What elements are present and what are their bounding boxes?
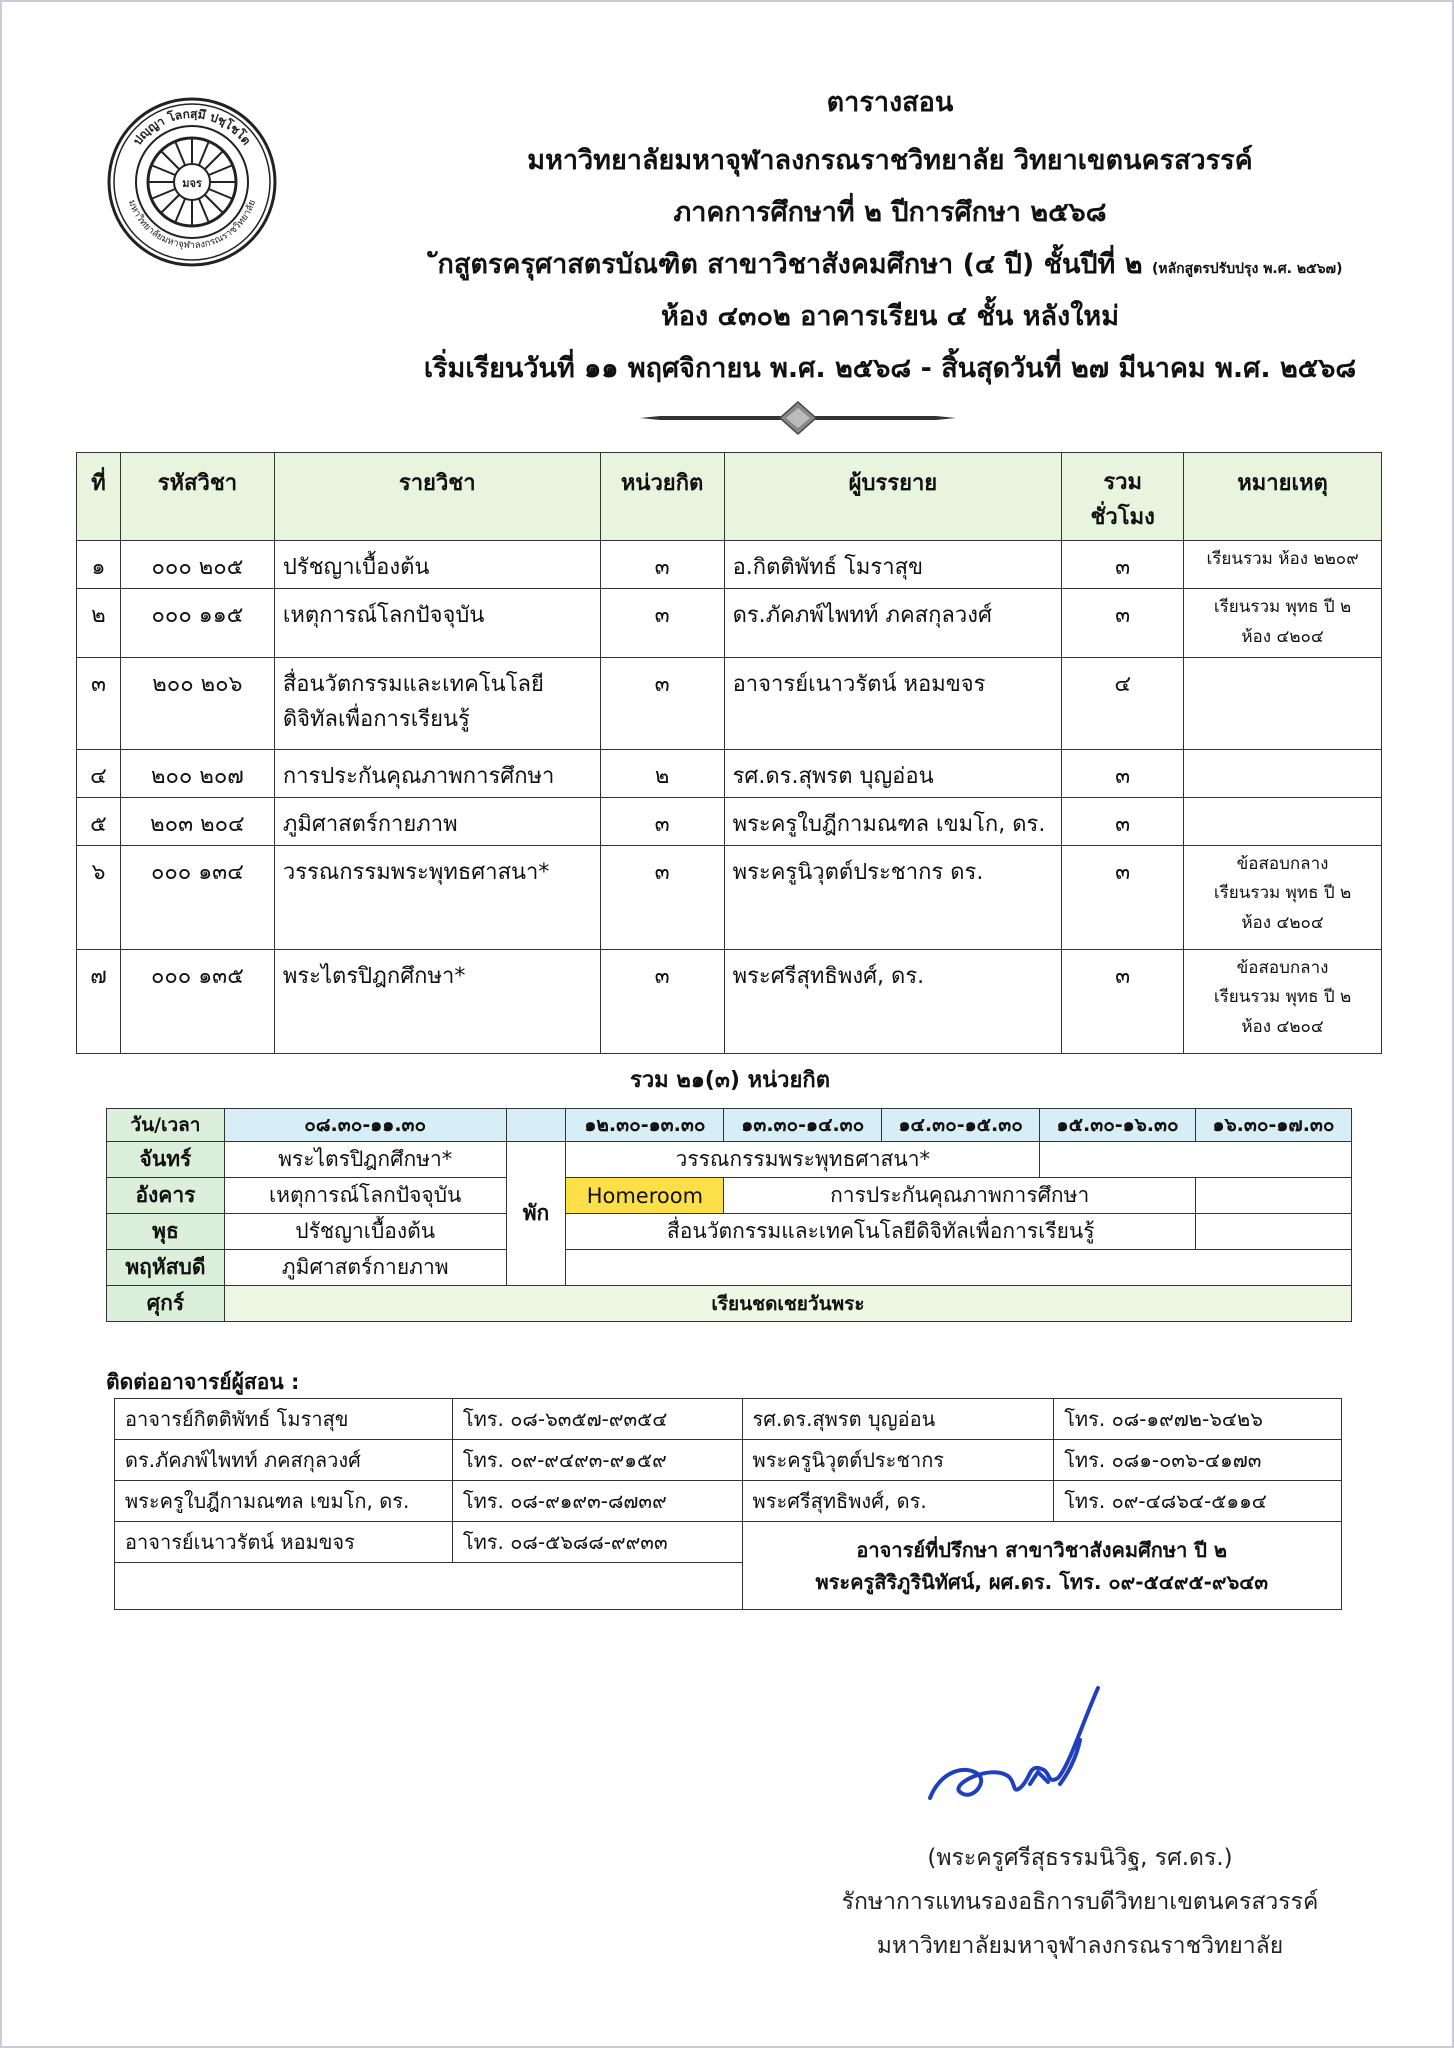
col-header-lecturer: ผู้บรรยาย <box>724 453 1062 541</box>
contact-phone: โทร. ๐๘-๕๖๘๘-๙๙๓๓ <box>452 1522 742 1563</box>
course-code: ๒๐๓ ๒๐๔ <box>120 797 274 845</box>
course-lecturer: พระศรีสุทธิพงศ์, ดร. <box>724 949 1062 1053</box>
col-header-credits: หน่วยกิต <box>600 453 724 541</box>
course-note: ข้อสอบกลาง เรียนรวม พุทธ ปี ๒ ห้อง ๔๒๐๔ <box>1184 845 1382 949</box>
course-hours: ๓ <box>1062 845 1184 949</box>
course-code: ๒๐๐ ๒๐๗ <box>120 749 274 797</box>
program-note: (หลักสูตรปรับปรุง พ.ศ. ๒๕๖๗) <box>1151 261 1343 277</box>
ornament-divider <box>640 398 956 438</box>
program-text: ักสูตรครุศาสตรบัณฑิต สาขาวิชาสังคมศึกษา (๔ ปี) ชั้นปีที่ ๒ <box>437 249 1143 280</box>
university-name: มหาวิทยาลัยมหาจุฬาลงกรณราชวิทยาลัย วิทยาเขตนครสวรรค์ <box>527 145 1253 176</box>
lunch-header <box>506 1109 566 1142</box>
course-hours: ๓ <box>1062 797 1184 845</box>
schedule-cell: การประกันคุณภาพการศึกษา <box>724 1178 1196 1214</box>
schedule-row-fri <box>107 1286 1352 1322</box>
course-no: ๓ <box>77 657 121 749</box>
course-name: วรรณกรรมพระพุทธศาสนา* <box>274 845 600 949</box>
col-header-name: รายวิชา <box>274 453 600 541</box>
course-credits: ๓ <box>600 541 724 589</box>
page-title: ตารางสอน <box>826 87 954 118</box>
schedule-cell: วรรณกรรมพระพุทธศาสนา* <box>566 1142 1040 1178</box>
course-name: เหตุการณ์โลกปัจจุบัน <box>274 589 600 658</box>
course-credits: ๒ <box>600 749 724 797</box>
course-lecturer: อาจารย์เนาวรัตน์ หอมขจร <box>724 657 1062 749</box>
course-note: เรียนรวม ห้อง ๒๒๐๙ <box>1184 541 1382 589</box>
semester-line: ภาคการศึกษาที่ ๒ ปีการศึกษา ๒๕๖๘ <box>673 197 1107 228</box>
course-note <box>1184 749 1382 797</box>
course-code: ๒๐๐ ๒๐๖ <box>120 657 274 749</box>
university-seal <box>106 96 278 268</box>
course-row <box>77 845 1382 949</box>
schedule-cell-friday: เรียนชดเชยวันพระ <box>224 1286 1351 1322</box>
contacts-table <box>114 1398 1342 1610</box>
course-body <box>77 541 1382 1054</box>
time-slot: ๑๔.๓๐-๑๕.๓๐ <box>882 1109 1040 1142</box>
schedule-row-tue <box>107 1178 1352 1214</box>
course-credits: ๓ <box>600 797 724 845</box>
course-code: ๐๐๐ ๑๓๕ <box>120 949 274 1053</box>
program-line <box>380 242 1400 285</box>
schedule-cell-empty <box>1196 1214 1352 1250</box>
course-header-row <box>77 453 1382 541</box>
course-note <box>1184 797 1382 845</box>
course-row <box>77 657 1382 749</box>
advisor-title: อาจารย์ที่ปรึกษา สาขาวิชาสังคมศึกษา ปี ๒ <box>856 1537 1228 1562</box>
col-header-note: หมายเหตุ <box>1184 453 1382 541</box>
contact-row <box>115 1522 1342 1563</box>
schedule-cell: พระไตรปิฎกศึกษา* <box>224 1142 506 1178</box>
schedule-row-wed <box>107 1214 1352 1250</box>
course-note: เรียนรวม พุทธ ปี ๒ ห้อง ๔๒๐๔ <box>1184 589 1382 658</box>
day-label: อังคาร <box>107 1178 225 1214</box>
course-hours: ๓ <box>1062 589 1184 658</box>
contact-name: รศ.ดร.สุพรต บุญอ่อน <box>742 1399 1054 1440</box>
day-label: พฤหัสบดี <box>107 1250 225 1286</box>
contact-row <box>115 1481 1342 1522</box>
schedule-cell: เหตุการณ์โลกปัจจุบัน <box>224 1178 506 1214</box>
weekly-schedule <box>106 1108 1352 1322</box>
course-code: ๐๐๐ ๒๐๕ <box>120 541 274 589</box>
dates-line: เริ่มเรียนวันที่ ๑๑ พฤศจิกายน พ.ศ. ๒๕๖๘ - สิ้นสุดวันที่ ๒๗ มีนาคม พ.ศ. ๒๕๖๘ <box>423 353 1357 384</box>
lunch-break: พัก <box>506 1142 566 1286</box>
course-credits: ๓ <box>600 657 724 749</box>
contact-name: อาจารย์กิตติพัทธ์ โมราสุข <box>115 1399 453 1440</box>
seal-center-text: มจร <box>182 177 202 190</box>
course-row <box>77 949 1382 1053</box>
schedule-header-row <box>107 1109 1352 1142</box>
contact-empty-cell <box>115 1563 743 1610</box>
course-code: ๐๐๐ ๑๓๔ <box>120 845 274 949</box>
seal-bottom-text: มหาวิทยาลัยมหาจุฬาลงกรณราชวิทยาลัย <box>125 198 259 252</box>
signer-position: รักษาการแทนรองอธิการบดีวิทยาเขตนครสวรรค์ <box>841 1889 1319 1915</box>
contact-name: พระศรีสุทธิพงศ์, ดร. <box>742 1481 1054 1522</box>
course-hours: ๔ <box>1062 657 1184 749</box>
contact-row <box>115 1399 1342 1440</box>
advisor-line: พระครูสิริภูรินิทัศน์, ผศ.ดร. โทร. ๐๙-๕๔๙๕-๙๖๔๓ <box>815 1569 1269 1594</box>
course-lecturer: พระครูใบฎีกามณฑล เขมโก, ดร. <box>724 797 1062 845</box>
contacts-title: ติดต่ออาจารย์ผู้สอน : <box>106 1370 300 1394</box>
course-hours: ๓ <box>1062 949 1184 1053</box>
contact-phone: โทร. ๐๙-๔๘๖๔-๕๑๑๔ <box>1054 1481 1342 1522</box>
course-lecturer: ดร.ภัคภพ์ไพทท์ ภคสกุลวงศ์ <box>724 589 1062 658</box>
course-no: ๗ <box>77 949 121 1053</box>
course-no: ๑ <box>77 541 121 589</box>
day-label: จันทร์ <box>107 1142 225 1178</box>
schedule-cell: ปรัชญาเบื้องต้น <box>224 1214 506 1250</box>
schedule-cell: ภูมิศาสตร์กายภาพ <box>224 1250 506 1286</box>
schedule-cell-empty <box>1196 1178 1352 1214</box>
credits-total: รวม ๒๑(๓) หน่วยกิต <box>630 1068 830 1093</box>
contact-phone: โทร. ๐๙-๙๔๙๓-๙๑๕๙ <box>452 1440 742 1481</box>
time-slot: ๑๖.๓๐-๑๗.๓๐ <box>1196 1109 1352 1142</box>
course-row <box>77 589 1382 658</box>
time-slot: ๑๕.๓๐-๑๖.๓๐ <box>1040 1109 1196 1142</box>
course-no: ๕ <box>77 797 121 845</box>
schedule-cell: สื่อนวัตกรรมและเทคโนโลยีดิจิทัลเพื่อการเรียนรู้ <box>566 1214 1196 1250</box>
schedule-cell-empty <box>566 1250 1352 1286</box>
contact-phone: โทร. ๐๘-๙๑๙๓-๘๗๓๙ <box>452 1481 742 1522</box>
col-header-hours: รวม ชั่วโมง <box>1062 453 1184 541</box>
course-name: ภูมิศาสตร์กายภาพ <box>274 797 600 845</box>
course-no: ๒ <box>77 589 121 658</box>
schedule-row-mon <box>107 1142 1352 1178</box>
schedule-cell-empty <box>1040 1142 1352 1178</box>
room-line: ห้อง ๔๓๐๒ อาคารเรียน ๔ ชั้น หลังใหม่ <box>661 301 1119 332</box>
contact-row <box>115 1440 1342 1481</box>
schedule-row-thu <box>107 1250 1352 1286</box>
course-lecturer: พระครูนิวุตต์ประชากร ดร. <box>724 845 1062 949</box>
course-code: ๐๐๐ ๑๑๕ <box>120 589 274 658</box>
signature-image <box>920 1680 1120 1810</box>
signer-org: มหาวิทยาลัยมหาจุฬาลงกรณราชวิทยาลัย <box>876 1933 1284 1959</box>
contact-name: พระครูนิวุตต์ประชากร <box>742 1440 1054 1481</box>
course-row <box>77 797 1382 845</box>
course-name: การประกันคุณภาพการศึกษา <box>274 749 600 797</box>
contact-name: พระครูใบฎีกามณฑล เขมโก, ดร. <box>115 1481 453 1522</box>
schedule-corner: วัน/เวลา <box>107 1109 225 1142</box>
course-name: สื่อนวัตกรรมและเทคโนโลยี ดิจิทัลเพื่อการเรียนรู้ <box>274 657 600 749</box>
col-header-code: รหัสวิชา <box>120 453 274 541</box>
contact-phone: โทร. ๐๘-๑๙๗๒-๖๔๒๖ <box>1054 1399 1342 1440</box>
day-label: พุธ <box>107 1214 225 1250</box>
homeroom-cell: Homeroom <box>566 1178 724 1214</box>
signer-name: (พระครูศรีสุธรรมนิวิฐ, รศ.ดร.) <box>927 1845 1233 1871</box>
advisor-cell <box>742 1522 1341 1610</box>
course-row <box>77 541 1382 589</box>
seal-top-text: ปญฺญา โลกสฺมึ ปชฺโชโต <box>130 106 254 148</box>
course-hours: ๓ <box>1062 541 1184 589</box>
course-table <box>76 452 1382 1054</box>
time-slot: ๐๘.๓๐-๑๑.๓๐ <box>224 1109 506 1142</box>
contact-name: ดร.ภัคภพ์ไพทท์ ภคสกุลวงศ์ <box>115 1440 453 1481</box>
contact-name: อาจารย์เนาวรัตน์ หอมขจร <box>115 1522 453 1563</box>
course-note <box>1184 657 1382 749</box>
course-name: พระไตรปิฎกศึกษา* <box>274 949 600 1053</box>
day-label: ศุกร์ <box>107 1286 225 1322</box>
course-name: ปรัชญาเบื้องต้น <box>274 541 600 589</box>
course-hours: ๓ <box>1062 749 1184 797</box>
course-credits: ๓ <box>600 845 724 949</box>
course-no: ๖ <box>77 845 121 949</box>
contact-phone: โทร. ๐๘๑-๐๓๖-๔๑๗๓ <box>1054 1440 1342 1481</box>
course-lecturer: อ.กิตติพัทธ์ โมราสุข <box>724 541 1062 589</box>
time-slot: ๑๒.๓๐-๑๓.๓๐ <box>566 1109 724 1142</box>
contact-phone: โทร. ๐๘-๖๓๕๗-๙๓๕๔ <box>452 1399 742 1440</box>
col-header-no: ที่ <box>77 453 121 541</box>
course-lecturer: รศ.ดร.สุพรต บุญอ่อน <box>724 749 1062 797</box>
course-no: ๔ <box>77 749 121 797</box>
course-row <box>77 749 1382 797</box>
course-credits: ๓ <box>600 949 724 1053</box>
time-slot: ๑๓.๓๐-๑๔.๓๐ <box>724 1109 882 1142</box>
course-note: ข้อสอบกลาง เรียนรวม พุทธ ปี ๒ ห้อง ๔๒๐๔ <box>1184 949 1382 1053</box>
course-credits: ๓ <box>600 589 724 658</box>
